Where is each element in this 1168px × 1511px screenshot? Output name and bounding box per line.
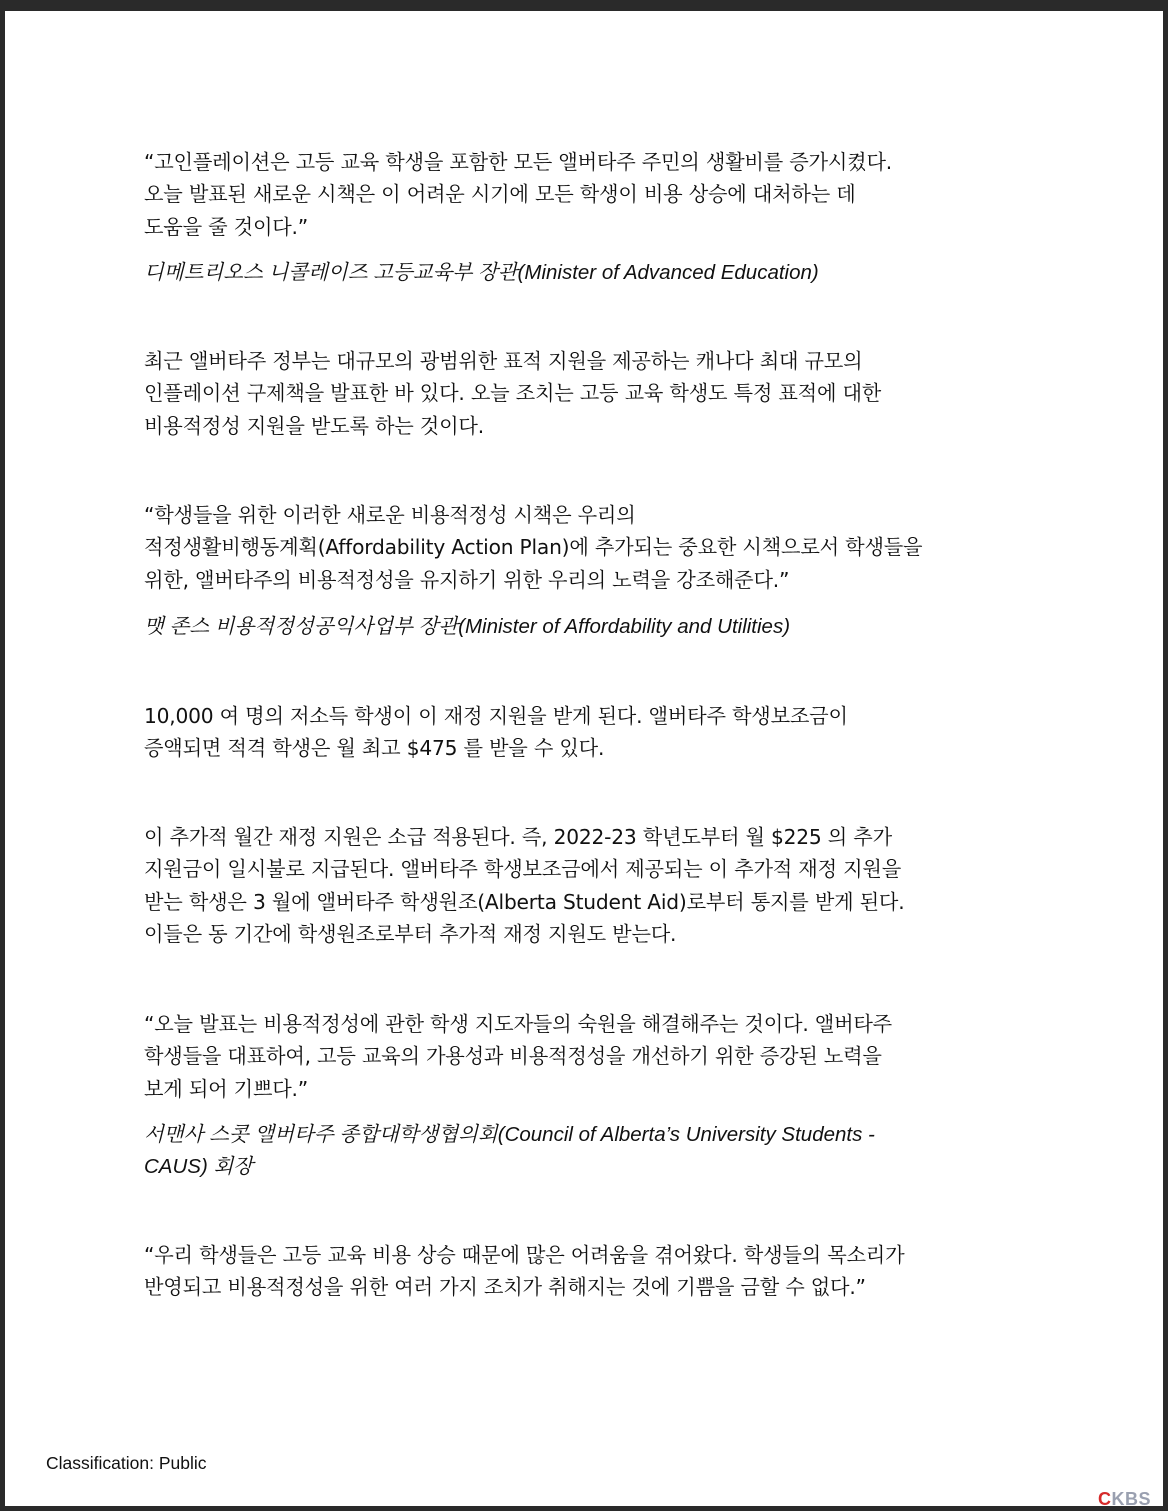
text-line: “오늘 발표는 비용적정성에 관한 학생 지도자들의 숙원을 해결해주는 것이다. 앨버타주 <box>144 1012 892 1036</box>
text-line: CAUS) 회장 <box>144 1155 254 1178</box>
text-line: 오늘 발표된 새로운 시책은 이 어려운 시기에 모든 학생이 비용 상승에 대처하는 데 <box>144 182 856 207</box>
attribution-jones <box>144 611 1034 643</box>
quote-students <box>144 1239 1034 1304</box>
text-line: 서맨사 스콧 앨버타주 종합대학생협의회(Council of Alberta’s University Students - <box>144 1123 875 1146</box>
watermark-letter-c: C <box>1098 1489 1112 1509</box>
text-line: 이들은 동 기간에 학생원조로부터 추가적 재정 지원도 받는다. <box>144 921 677 946</box>
attribution-nicolaides <box>144 257 1034 289</box>
text-line: 도움을 줄 것이다.” <box>144 214 309 239</box>
text-line: 학생들을 대표하여, 고등 교육의 가용성과 비용적정성을 개선하기 위한 증강된 노력을 <box>144 1044 882 1069</box>
ckbs-watermark-logo <box>1098 1488 1151 1510</box>
text-line: 위한, 앨버타주의 비용적정성을 유지하기 위한 우리의 노력을 강조해준다.” <box>144 567 790 592</box>
text-line: 적정생활비행동계획(Affordability Action Plan)에 추가되는 중요한 시책으로서 학생들을 <box>144 535 923 560</box>
text-line: 받는 학생은 3 월에 앨버타주 학생원조(Alberta Student Aid)로부터 통지를 받게 된다. <box>144 889 905 914</box>
paragraph-student-grants <box>144 700 1034 765</box>
text-line: “고인플레이션은 고등 교육 학생을 포함한 모든 앨버타주 주민의 생활비를 증가시켰다. <box>144 150 892 174</box>
text-line: 증액되면 적격 학생은 월 최고 $475 를 받을 수 있다. <box>144 736 605 761</box>
quote-scott <box>144 1008 1034 1105</box>
quote-jones <box>144 499 1034 596</box>
text-line: “우리 학생들은 고등 교육 비용 상승 때문에 많은 어려움을 겪어왔다. 학생들의 목소리가 <box>144 1243 905 1267</box>
classification-label: Classification: Public <box>46 1453 207 1473</box>
quote-nicolaides <box>144 146 1034 243</box>
text-line: 비용적정성 지원을 받도록 하는 것이다. <box>144 413 484 438</box>
text-line: 10,000 여 명의 저소득 학생이 이 재정 지원을 받게 된다. 앨버타주 학생보조금이 <box>144 704 848 728</box>
watermark-letters-kbs: KBS <box>1111 1489 1152 1509</box>
text-line: 맷 존스 비용적정성공익사업부 장관(Minister of Affordability and Utilities) <box>144 615 791 638</box>
paragraph-relief-measures <box>144 345 1034 442</box>
text-line: 보게 되어 기쁘다.” <box>144 1076 309 1101</box>
text-line: 디메트리오스 니콜레이즈 고등교육부 장관(Minister of Advanced Education) <box>144 261 819 284</box>
text-line: “학생들을 위한 이러한 새로운 비용적정성 시책은 우리의 <box>144 503 636 527</box>
text-line: 지원금이 일시불로 지급된다. 앨버타주 학생보조금에서 제공되는 이 추가적 재정 지원을 <box>144 857 902 882</box>
text-line: 반영되고 비용적정성을 위한 여러 가지 조치가 취해지는 것에 기쁨을 금할 수 없다.” <box>144 1275 866 1300</box>
text-line: 이 추가적 월간 재정 지원은 소급 적용된다. 즉, 2022-23 학년도부터 월 $225 의 추가 <box>144 825 892 849</box>
text-line: 인플레이션 구제책을 발표한 바 있다. 오늘 조치는 고등 교육 학생도 특정 표적에 대한 <box>144 381 882 406</box>
text-line: 최근 앨버타주 정부는 대규모의 광범위한 표적 지원을 제공하는 캐나다 최대 규모의 <box>144 349 863 373</box>
attribution-scott <box>144 1119 1034 1183</box>
paragraph-retroactive-support <box>144 821 1034 950</box>
